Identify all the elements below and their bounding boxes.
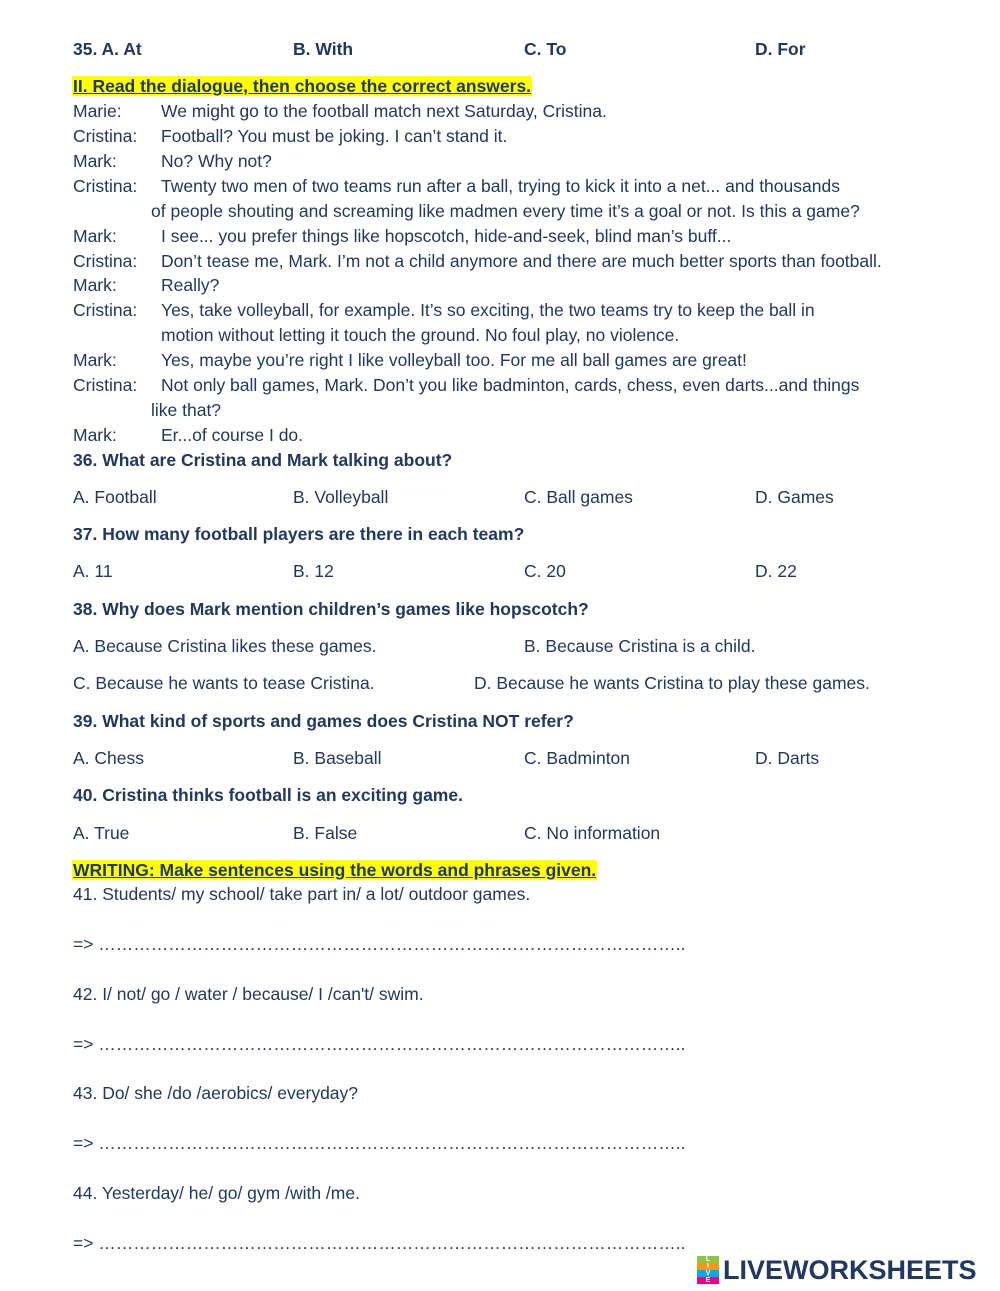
dialogue-line: Er...of course I do. [161,425,304,445]
q35-option-c: C. To [524,39,567,59]
q40-option-c[interactable]: C. No information [524,823,661,843]
dialogue-speaker: Cristina: [73,176,138,196]
liveworksheets-logo [697,1253,977,1287]
q37-option-b[interactable]: B. 12 [293,561,334,581]
dialogue-line: Football? You must be joking. I can’t stand it. [161,126,508,146]
section2-heading-text: II. Read the dialogue, then choose the correct answers. [73,76,532,96]
dialogue-speaker: Cristina: [73,375,138,395]
dialogue-speaker: Mark: [73,350,117,370]
logo-letter: E [697,1277,719,1284]
writing-prompt: 43. Do/ she /do /aerobics/ everyday? [73,1083,359,1103]
dialogue-line: Yes, maybe you’re right I like volleyball too. For me all ball games are great! [161,350,747,370]
q36-option-b[interactable]: B. Volleyball [293,487,389,507]
section2-heading [72,74,532,98]
dialogue-line: Yes, take volleyball, for example. It’s so exciting, the two teams try to keep the ball in [161,300,815,320]
dialogue-line: Really? [161,275,220,295]
dialogue-speaker: Cristina: [73,300,138,320]
q38-option-a[interactable]: A. Because Cristina likes these games. [73,636,377,656]
dialogue-speaker: Cristina: [73,251,138,271]
q38-question: 38. Why does Mark mention children’s games like hopscotch? [73,599,589,619]
q37-option-d[interactable]: D. 22 [755,561,797,581]
writing-prompt: 44. Yesterday/ he/ go/ gym /with /me. [73,1183,360,1203]
q40-option-b[interactable]: B. False [293,823,358,843]
q39-option-a[interactable]: A. Chess [73,748,144,768]
dialogue-line: Not only ball games, Mark. Don’t you like badminton, cards, chess, even darts...and things [161,375,860,395]
q36-option-d[interactable]: D. Games [755,487,834,507]
writing-heading [72,858,597,882]
q37-option-c[interactable]: C. 20 [524,561,566,581]
writing-answer-line[interactable]: => ……………………………………………………………………………………….. [73,934,686,954]
dialogue-speaker: Mark: [73,275,117,295]
writing-answer-line[interactable]: => ……………………………………………………………………………………….. [73,1133,686,1153]
dialogue-speaker: Mark: [73,425,117,445]
logo-letter: V [697,1270,719,1277]
logo-letter: L [697,1256,719,1263]
q37-question: 37. How many football players are there in each team? [73,524,525,544]
dialogue-speaker: Cristina: [73,126,138,146]
q36-option-a[interactable]: A. Football [73,487,157,507]
liveworksheets-logo-icon [697,1256,719,1284]
dialogue-line: Twenty two men of two teams run after a ball, trying to kick it into a net... and thousands [161,176,840,196]
dialogue-speaker: Marie: [73,101,122,121]
q38-option-d[interactable]: D. Because he wants Cristina to play these games. [474,673,870,693]
dialogue-speaker: Mark: [73,226,117,246]
q35-option-b: B. With [293,39,354,59]
q36-question: 36. What are Cristina and Mark talking about? [73,450,453,470]
q38-option-c[interactable]: C. Because he wants to tease Cristina. [73,673,375,693]
q35-option-a: 35. A. At [73,39,142,59]
q40-question: 40. Cristina thinks football is an exciting game. [73,785,463,805]
dialogue-line: of people shouting and screaming like madmen every time it’s a goal or not. Is this a game? [151,201,860,221]
dialogue-line: I see... you prefer things like hopscotch, hide-and-seek, blind man’s buff... [161,226,732,246]
dialogue-line: like that? [151,400,222,420]
writing-prompt: 41. Students/ my school/ take part in/ a lot/ outdoor games. [73,884,531,904]
q39-option-d[interactable]: D. Darts [755,748,820,768]
q38-option-b[interactable]: B. Because Cristina is a child. [524,636,756,656]
logo-letter: I [697,1263,719,1270]
q39-question: 39. What kind of sports and games does Cristina NOT refer? [73,711,574,731]
dialogue-line: We might go to the football match next Saturday, Cristina. [161,101,607,121]
writing-prompt: 42. I/ not/ go / water / because/ I /can't/ swim. [73,984,424,1004]
dialogue-line: No? Why not? [161,151,272,171]
dialogue-speaker: Mark: [73,151,117,171]
q39-option-c[interactable]: C. Badminton [524,748,631,768]
q40-option-a[interactable]: A. True [73,823,130,843]
dialogue-line: Don’t tease me, Mark. I’m not a child anymore and there are much better sports than football. [161,251,882,271]
dialogue-line: motion without letting it touch the ground. No foul play, no violence. [161,325,680,345]
q36-option-c[interactable]: C. Ball games [524,487,633,507]
writing-heading-text: WRITING: Make sentences using the words and phrases given. [73,860,597,880]
writing-answer-line[interactable]: => ……………………………………………………………………………………….. [73,1233,686,1253]
logo-text: LIVEWORKSHEETS [723,1254,977,1285]
writing-answer-line[interactable]: => ……………………………………………………………………………………….. [73,1034,686,1054]
q39-option-b[interactable]: B. Baseball [293,748,382,768]
q37-option-a[interactable]: A. 11 [73,561,113,581]
q35-option-d: D. For [755,39,806,59]
